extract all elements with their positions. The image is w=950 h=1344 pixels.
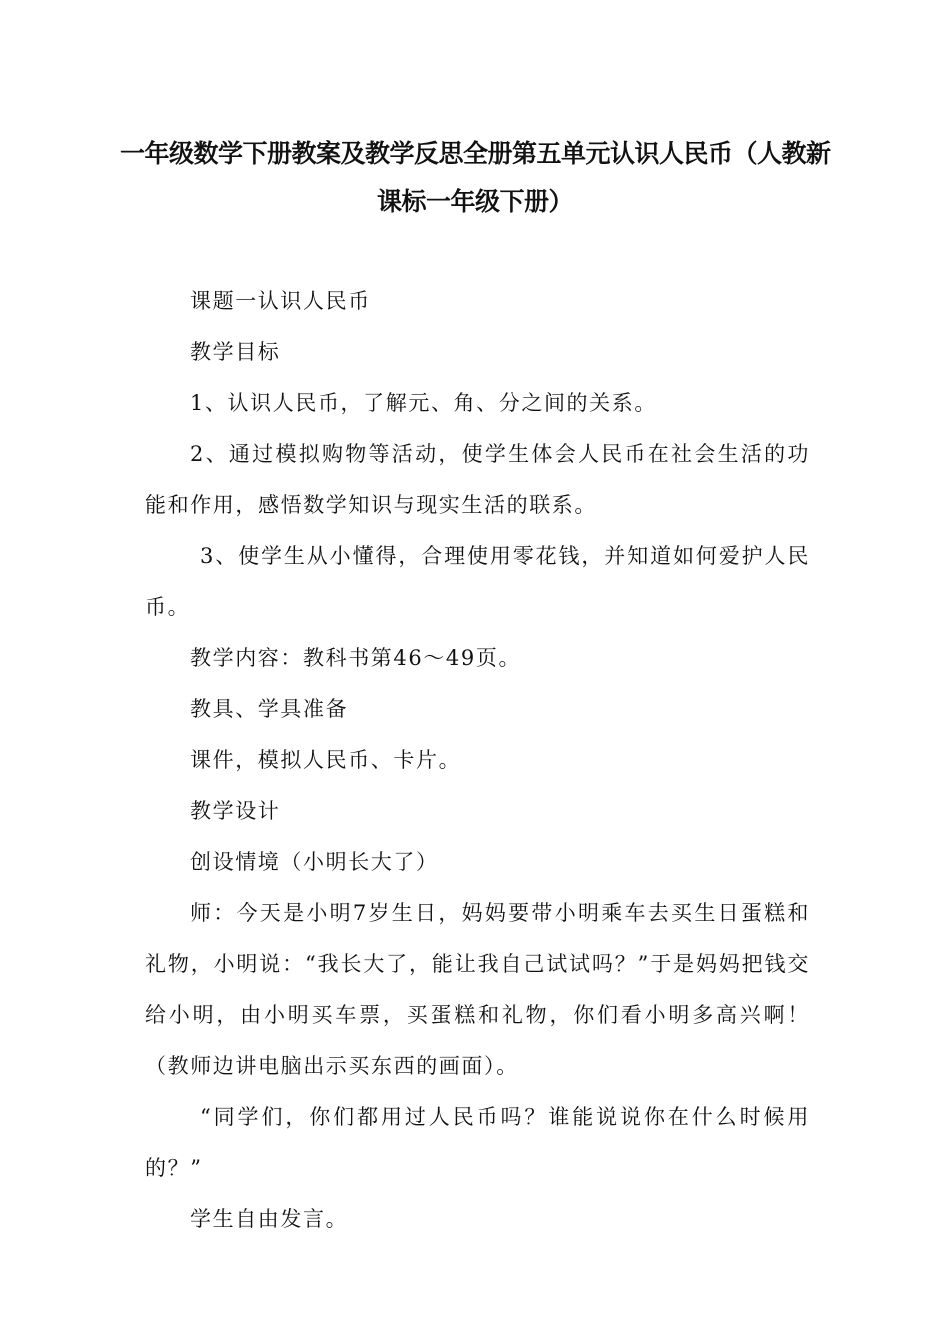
document-body: [145, 276, 810, 1245]
goal-2: 2、通过模拟购物等活动，使学生体会人民币在社会生活的功能和作用，感悟数学知识与现实生活的联系。: [145, 442, 810, 517]
materials-heading: 教具、学具准备: [190, 697, 349, 721]
teaching-design-heading: 教学设计: [190, 799, 281, 823]
student-response: 学生自由发言。: [190, 1207, 349, 1231]
teacher-dialogue: 师：今天是小明7岁生日，妈妈要带小明乘车去买生日蛋糕和礼物，小明说：“我长大了，能让我自己试试吗？”于是妈妈把钱交给小明，由小明买车票，买蛋糕和礼物，你们看小明多高兴啊！（教师边讲电脑出示买东西的画面）。: [145, 901, 810, 1078]
materials-list: 课件，模拟人民币、卡片。: [190, 748, 462, 772]
teaching-content: 教学内容：教科书第46～49页。: [190, 646, 522, 670]
lesson-topic: 课题一认识人民币: [190, 289, 371, 313]
document-title-line-1: 一年级数学下册教案及教学反思全册第五单元认识人民币（人教新: [120, 139, 831, 168]
goal-3: 3、使学生从小懂得，合理使用零花钱，并知道如何爱护人民币。: [145, 544, 810, 619]
teaching-goals-heading: 教学目标: [190, 340, 281, 364]
teacher-question: “同学们，你们都用过人民币吗？谁能说说你在什么时候用的？”: [145, 1105, 810, 1180]
scenario-heading: 创设情境（小明长大了）: [190, 850, 439, 874]
goal-1: 1、认识人民币，了解元、角、分之间的关系。: [190, 391, 657, 415]
document-title-line-2: 课标一年级下册）: [376, 187, 573, 216]
